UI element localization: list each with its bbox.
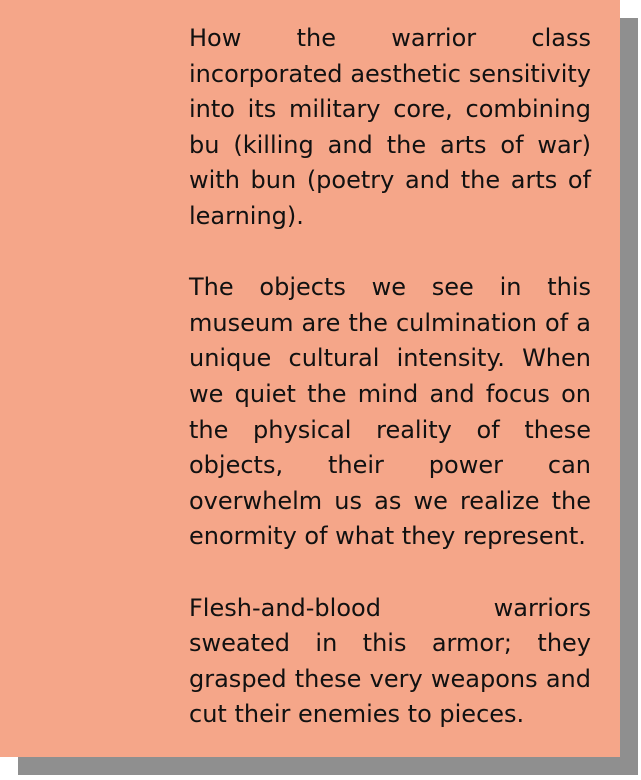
paragraph-museum-objects: The objects we see in this museum are the culmination of a unique cultural intensity. When we quiet the mind and focus on the physical reality of these objects, their power can overwhelm us as we realize the enormity of what they represent. — [189, 273, 591, 551]
paragraph-flesh-and-blood: Flesh-and-blood warriors sweated in this armor; they grasped these very weapons and cut their enemies to pieces. — [189, 593, 591, 729]
text-column — [189, 21, 591, 733]
paragraph-warrior-class: How the warrior class incorporated aesthetic sensitivity into its military core, combining bu (killing and the arts of war) with bun (poetry and the arts of learning). — [189, 24, 591, 230]
